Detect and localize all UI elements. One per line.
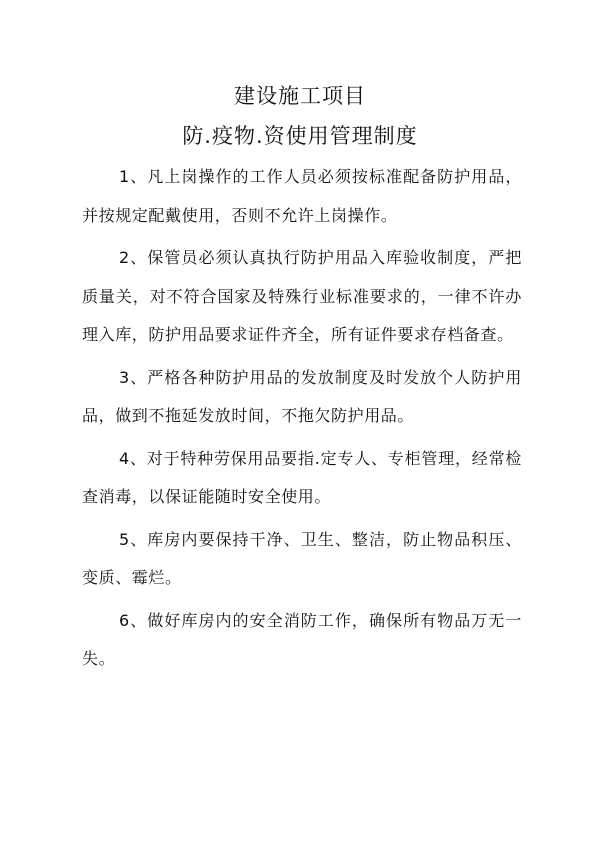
document-title: 建设施工项目	[234, 84, 366, 108]
paragraph-5: 5、库房内要保持干净、卫生、整洁，防止物品积压、变质、霉烂。	[82, 529, 522, 587]
paragraph-1: 1、凡上岗操作的工作人员必须按标准配备防护用品，并按规定配戴使用，否则不允许上岗操作。	[82, 167, 522, 225]
document-body	[82, 158, 522, 683]
paragraph-3: 3、严格各种防护用品的发放制度及时发放个人防护用品，做到不拖延发放时间，不拖欠防护用品。	[82, 367, 522, 425]
paragraph-4: 4、对于特种劳保用品要指.定专人、专柜管理，经常检查消毒，以保证能随时安全使用。	[82, 448, 522, 506]
paragraph-2: 2、保管员必须认真执行防护用品入库验收制度，严把质量关，对不符合国家及特殊行业标准要求的，一律不许办理入库，防护用品要求证件齐全，所有证件要求存档备查。	[82, 248, 522, 344]
document-subtitle: 防.疫物.资使用管理制度	[182, 124, 418, 148]
paragraph-6: 6、做好库房内的安全消防工作，确保所有物品万无一失。	[82, 610, 522, 668]
